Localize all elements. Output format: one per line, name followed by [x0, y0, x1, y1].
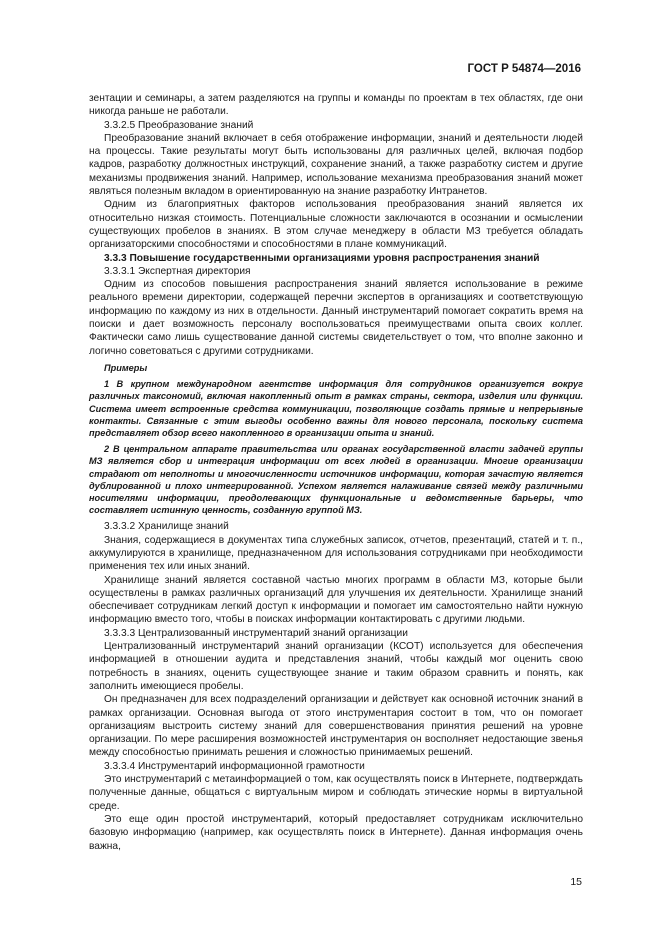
page-number: 15	[570, 876, 582, 888]
paragraph: Это еще один простой инструментарий, который предоставляет сотрудникам исключительно базовую информацию (например, как осуществлять поиск в Интернете). Данная информация очень важна,	[89, 813, 583, 852]
section-heading-3-3-3-3: 3.3.3.3 Централизованный инструментарий знаний организации	[104, 627, 408, 639]
paragraph: Он предназначен для всех подразделений организации и действует как основной источник знаний в рамках организации. Основная выгода от этого инструментария состоит в том, что он помогает организациям выстроить систему знаний для совершенствования принятия решений на уровне организации. По мере расширения возможностей инструментария он восполняет недостающие звенья между способностью принимать решения и сложностью принимаемых решений.	[89, 694, 583, 759]
example-item-2: 2 В центральном аппарате правительства или органах государственной власти задачей группы МЗ является сбор и интеграция информации от всех людей в организации. Многие организации страдают от неполноты и многочисленности источников информации, которая зачастую является дублированной и плохо интегрированной. Успехом является налаживание связей между различными носителями информации, преодолевающих функциональные и ведомственные барьеры, что составляет истинную ценность, созданную группой МЗ.	[89, 444, 583, 516]
section-heading-3-3-3-4: 3.3.3.4 Инструментарий информационной грамотности	[104, 760, 365, 772]
standard-number: ГОСТ Р 54874—2016	[467, 63, 581, 75]
paragraph: Централизованный инструментарий знаний организации (КСОТ) используется для обеспечения информацией в отношении аудита и представления знаний, чтобы каждый мог оценить свою потребность в знаниях, оценить существующее знание и таким образом сравнить и понять, как заполнить имеющиеся пробелы.	[89, 641, 583, 692]
section-heading-3-3-3-2: 3.3.3.2 Хранилище знаний	[104, 521, 229, 533]
paragraph: Это инструментарий с метаинформацией о том, как осуществлять поиск в Интернете, подтверждать полученные данные, общаться с виртуальным миром и соблюдать этические нормы в виртуальной среде.	[89, 774, 583, 812]
paragraph: Знания, содержащиеся в документах типа служебных записок, отчетов, презентаций, статей и т. п., аккумулируются в хранилище, предназначенном для использования сотрудниками при необходимости применения тех или иных знаний.	[89, 534, 583, 573]
section-heading-3-3-2-5: 3.3.2.5 Преобразование знаний	[104, 119, 254, 131]
section-heading-3-3-3: 3.3.3 Повышение государственными организациями уровня распространения знаний	[104, 252, 540, 264]
section-heading-3-3-3-1: 3.3.3.1 Экспертная директория	[104, 265, 251, 277]
paragraph-continuation: зентации и семинары, а затем разделяются на группы и команды по проектам в тех областях, где они никогда раньше не работали.	[89, 93, 583, 118]
examples-heading: Примеры	[104, 362, 148, 373]
examples-block	[89, 362, 583, 516]
paragraph: Хранилище знаний является составной частью многих программ в области МЗ, которые были осуществлены в рамках различных организаций для улучшения их деятельности. Хранилище знаний обеспечивает сотрудникам легкий доступ к информации и помогает им самостоятельно найти нужную информацию вместо того, чтобы в поисках информации контактировать с другими людьми.	[89, 574, 583, 626]
paragraph: Одним из благоприятных факторов использования преобразования знаний является их относительно низкая стоимость. Потенциальные сложности заключаются в осознании и осмыслении существующих пробелов в знаниях. В этом случае менеджеру в области МЗ требуется обладать организаторскими способностями и способностями в плане коммуникаций.	[89, 199, 583, 251]
paragraph: Преобразование знаний включает в себя отображение информации, знаний и деятельности людей на процессы. Такие результаты могут быть использованы для различных целей, включая подбор кадров, разработку должностных инструкций, сохранение знаний, а также разработку систем и другие механизмы продвижения знаний. Например, использование механизма преобразования знаний может являться полезным вкладом в ориентированную на знание разработку Интранетов.	[89, 132, 583, 198]
paragraph: Одним из способов повышения распространения знаний является использование в режиме реального времени директории, содержащей перечни экспертов в организациях и соответствующую информацию по каждому из них в отдельности. Данный инструментарий помогает сократить время на поиски и дает возможность персоналу воспользоваться преимуществами опыта своих коллег. Фактически само лишь существование данной системы свидетельствует о том, что вполне законно и логично советоваться с другими сотрудниками.	[89, 279, 583, 357]
body-text	[89, 92, 583, 853]
example-item-1: 1 В крупном международном агентстве информация для сотрудников организуется вокруг различных таксономий, включая накопленный опыт в рамках страны, сектора, изделия или функции. Система имеет встроенные средства коммуникации, позволяющие создать прямые и непрерывные контакты. Связанные с этим выгоды особенно важны для нового персонала, поскольку система представляет обзор всего накопленного в организации опыта и знаний.	[89, 379, 583, 438]
